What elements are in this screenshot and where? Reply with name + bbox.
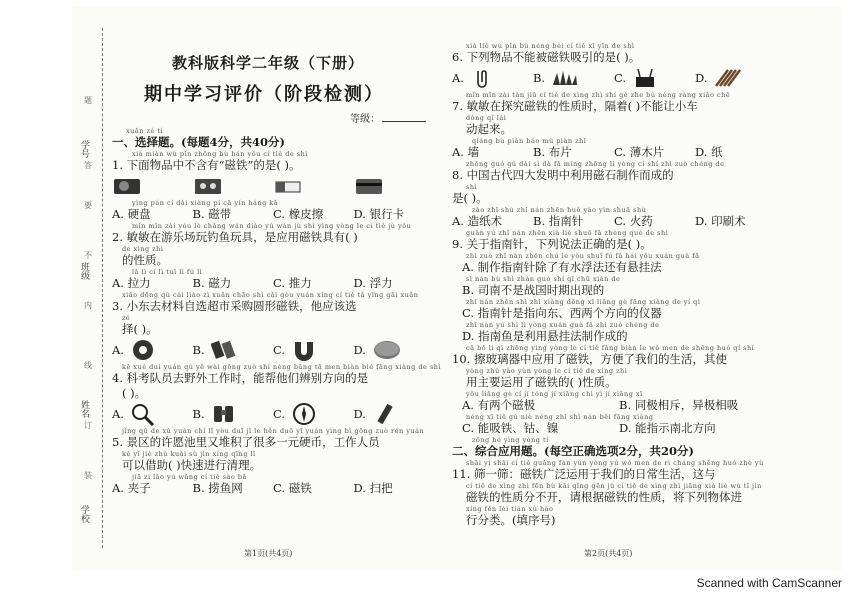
pinyin: xià liè wù pǐn bù néng bèi cí tiě xī yǐn de shì xyxy=(466,42,635,50)
option-c[interactable]: C. 指南针是指向东、西两个方向的仪器 xyxy=(462,306,662,320)
scanner-watermark: Scanned with CamScanner xyxy=(696,576,842,590)
q6-options xyxy=(452,65,776,91)
pinyin: xíng fēn lèi tián xù hào xyxy=(466,505,554,513)
disc-magnet-icon xyxy=(372,339,402,361)
pinyin: zhōng guó gǔ dài sì dà fā míng zhōng lì yòng cí shí zhì zuò chéng de xyxy=(466,160,725,168)
option-a[interactable]: A. 制作指南针除了有水浮法还有悬挂法 xyxy=(462,260,662,274)
question-3-cont: 择( )。 xyxy=(122,322,158,336)
pinyin: zhǐ nán zhēn shì zhǐ xiàng dōng xī liǎng gè fāng xiàng de yí qì xyxy=(466,298,701,306)
option-d[interactable]: D. 纸 xyxy=(695,145,723,159)
pinyin: mǐn mǐn zài yóu lè chǎng wán diào yú wán jù shì yìng yòng le cí tiě jù yǒu xyxy=(132,222,412,230)
pinyin: sī nán bù shì zhàn guó shí qī chū xiàn de xyxy=(466,275,621,283)
question-10: 10. 擦玻璃器中应用了磁铁，方便了我们的生活，其使 xyxy=(452,352,727,366)
question-4: 4. 科考队员去野外工作时，能帮他们辨别方向的是 xyxy=(112,371,369,385)
binding-label-student-id: 学号 xyxy=(79,140,89,158)
option-a[interactable]: A. 拉力 xyxy=(112,276,151,290)
pinyin: zōng hé yìng yòng tí xyxy=(472,436,549,444)
option-c[interactable]: C. 磁铁 xyxy=(273,481,312,495)
pinyin: zhì zuò zhǐ nán zhēn chú le yǒu shuǐ fú fǎ hái yǒu xuán guà fǎ xyxy=(466,252,700,260)
pinyin: qiáng bù piàn báo mù piàn zhǐ xyxy=(472,137,587,145)
option-d[interactable]: D. xyxy=(353,407,366,421)
wooden-sticks-icon xyxy=(713,67,741,89)
binder-clip-icon xyxy=(632,67,658,89)
option-c[interactable]: C. 能吸铁、钴、镍 xyxy=(462,421,559,435)
q4-options xyxy=(112,401,434,427)
option-b[interactable]: B. xyxy=(192,407,205,421)
option-c[interactable]: C. 橡皮擦 xyxy=(273,207,324,221)
pinyin: mǐn mǐn zài tàn jiū cí tiě de xìng zhì shí gé zhe bù néng ràng xiǎo chē xyxy=(466,91,731,99)
question-6: 6. 下列物品不能被磁铁吸引的是( )。 xyxy=(452,50,641,64)
option-a[interactable]: A. 造纸术 xyxy=(452,214,503,228)
pinyin: kē xué duì yuán qù yě wài gōng zuò shí néng bāng tā men biàn bié fāng xiàng de shì xyxy=(122,363,442,371)
option-a[interactable]: A. 硬盘 xyxy=(112,207,151,221)
q7-options xyxy=(452,145,776,160)
page-1 xyxy=(112,0,442,570)
option-d[interactable]: D. 能指示南北方向 xyxy=(619,421,716,435)
q5-options xyxy=(112,481,434,496)
paperclip-icon xyxy=(470,67,494,89)
pinyin: cā bō li qì zhōng yìng yòng le cí tiě fāng biàn le wǒ men de shēng huó qí shí xyxy=(466,344,755,352)
exam-subtitle: 期中学习评价（阶段检测） xyxy=(144,84,384,105)
binding-label-name: 姓名 xyxy=(79,400,89,418)
option-a[interactable]: A. xyxy=(112,407,124,421)
q3-options xyxy=(112,337,434,363)
option-a[interactable]: A. 有两个磁极 xyxy=(462,398,536,412)
option-b[interactable]: B. 指南针 xyxy=(533,214,584,228)
section-heading: 二、综合应用题。(每空正确选项2分，共20分) xyxy=(452,444,694,458)
option-b[interactable]: B. 磁力 xyxy=(192,276,232,290)
binding-label-class: 班级 xyxy=(79,262,89,280)
option-d[interactable]: D. 指南鱼是利用悬挂法制作成的 xyxy=(462,329,628,343)
pinyin: yǒu liǎng gè cí jí tóng jí xiāng chì yì jí xiāng xī xyxy=(466,390,643,398)
option-b[interactable]: B. 磁带 xyxy=(192,207,232,221)
question-4-cont: ( )。 xyxy=(122,386,147,400)
question-11: 11. 筛一筛：磁铁广泛运用于我们的日常生活，这与 xyxy=(452,467,716,481)
binding-mark: 内 xyxy=(84,301,92,310)
option-c[interactable]: C. 火药 xyxy=(614,214,653,228)
option-c[interactable]: C. xyxy=(273,343,286,357)
question-5-cont: 可以借助( )快速进行清理。 xyxy=(122,458,262,472)
option-d[interactable]: D. xyxy=(695,71,708,85)
question-7: 7. 敏敏在探究磁铁的性质时，隔着( )不能让小车 xyxy=(452,99,698,113)
cassette-tape-icon xyxy=(193,176,223,196)
question-2-cont: 的性质。 xyxy=(122,253,168,267)
question-11-cont: 磁铁的性质分不开，请根据磁铁的性质，将下列物体进 xyxy=(466,490,742,504)
option-d[interactable]: D. 印刷术 xyxy=(695,214,746,228)
page-footer: 第2页(共4页) xyxy=(584,549,633,558)
option-b[interactable]: B. 布片 xyxy=(533,145,572,159)
pinyin: guān yú zhǐ nán zhēn xià liè shuō fǎ zhèng què de shì xyxy=(466,229,669,237)
page-2 xyxy=(452,0,776,570)
flashlight-icon xyxy=(372,402,398,426)
question-7-cont: 动起来。 xyxy=(466,122,512,136)
binding-mark: 不 xyxy=(84,251,92,260)
binding-mark: 答 xyxy=(84,161,92,170)
q8-options xyxy=(452,214,776,229)
binding-mark: 要 xyxy=(84,201,92,210)
q10-options-cd xyxy=(452,421,776,436)
binding-mark: 订 xyxy=(84,421,92,430)
pinyin: dòng qǐ lái xyxy=(466,114,507,122)
pinyin: xià miàn wù pǐn zhōng bù hán yǒu cí tiě de shì xyxy=(132,150,308,158)
pinyin: de xìng zhì xyxy=(122,245,164,253)
question-3: 3. 小东去材料自选超市采购圆形磁铁，他应该选 xyxy=(112,299,357,313)
pinyin: zé xyxy=(122,314,131,322)
option-c[interactable]: C. xyxy=(614,71,627,85)
pinyin: shì xyxy=(466,183,478,191)
option-c[interactable]: C. 薄木片 xyxy=(614,145,665,159)
option-a[interactable]: A. xyxy=(112,343,124,357)
question-10-cont: 用主要运用了磁铁的( )性质。 xyxy=(466,375,617,389)
compass-icon xyxy=(291,402,317,426)
magnifier-icon xyxy=(130,402,156,426)
pinyin: zào zhǐ shù zhǐ nán zhēn huǒ yào yìn shuā shù xyxy=(472,206,647,214)
question-2: 2. 敏敏在游乐场玩钓鱼玩具，是应用磁铁具有( ) xyxy=(112,230,358,244)
question-8-cont: 是( )。 xyxy=(452,191,488,205)
option-d[interactable]: D. 浮力 xyxy=(353,276,393,290)
option-d[interactable]: D. xyxy=(353,343,366,357)
binding-label-school: 学校 xyxy=(79,505,89,523)
question-11-cont2: 行分类。(填序号) xyxy=(466,513,556,527)
option-c[interactable]: C. xyxy=(273,407,286,421)
section-1 xyxy=(112,127,442,496)
pinyin: jǐng qū de xǔ yuàn chí lǐ yòu duī jī le hěn duō yī yuán yìng bì gōng zuò rén yuán xyxy=(122,427,425,435)
option-d[interactable]: D. 银行卡 xyxy=(353,207,405,221)
option-d[interactable]: D. 扫把 xyxy=(353,481,393,495)
binding-mark: 线 xyxy=(84,361,92,370)
section-heading: 一、选择题。(每题4分，共40分) xyxy=(112,135,285,149)
pinyin: jiā zi lāo yú wǎng cí tiě sào bǎ xyxy=(132,473,247,481)
eraser-icon xyxy=(273,176,303,196)
pinyin: néng xī tiě gǔ niè néng zhǐ shì nán běi fāng xiàng xyxy=(466,413,654,421)
iron-filings-icon xyxy=(551,67,579,89)
grade-blank[interactable] xyxy=(382,121,426,122)
binding-mark: 题 xyxy=(84,96,92,105)
pinyin: shāi yi shāi cí tiě guǎng fàn yùn yòng yú wǒ men de rì cháng shēng huó zhè yù xyxy=(466,459,764,467)
bar-magnet-icon xyxy=(211,339,237,361)
ring-magnet-icon xyxy=(130,339,156,361)
binoculars-icon xyxy=(211,402,237,426)
pinyin: lā lì cí lì tuī lì fú lì xyxy=(132,268,203,276)
option-a[interactable]: A. 夹子 xyxy=(112,481,151,495)
q1-options xyxy=(112,207,434,222)
question-9: 9. 关于指南针，下列说法正确的是( )。 xyxy=(452,237,652,251)
pinyin: cí tiě de xìng zhì fēn bù kāi qǐng gēn jù cí tiě de xìng zhì jiāng xià liè wù tǐ jìn xyxy=(466,482,762,490)
question-5: 5. 景区的许愿池里又堆积了很多一元硬币，工作人员 xyxy=(112,435,380,449)
grade-field[interactable] xyxy=(350,110,426,125)
option-b[interactable]: B. 捞鱼网 xyxy=(192,481,243,495)
page-footer: 第1页(共4页) xyxy=(244,549,293,558)
pinyin: yòng zhǔ yào yùn yòng le cí tiě de xìng zhì xyxy=(466,367,628,375)
pinyin: xuǎn zé tí xyxy=(126,127,164,135)
pinyin: xiǎo dōng qù cái liào zì xuǎn chāo shì cǎi gòu yuán xíng cí tiě tā yīng gāi xuǎn xyxy=(122,291,419,299)
option-b[interactable]: B. 司南不是战国时期出现的 xyxy=(462,283,605,297)
option-b[interactable]: B. xyxy=(192,343,205,357)
pinyin: yìng pán cí dài xiàng pí cā yín háng kǎ xyxy=(132,199,279,207)
option-c[interactable]: C. 推力 xyxy=(273,276,312,290)
question-8: 8. 中国古代四大发明中利用磁石制作而成的 xyxy=(452,168,674,182)
pinyin: kě yǐ jiè zhù kuài sù jìn xíng qīng lǐ xyxy=(122,450,256,458)
grade-label: 等级： xyxy=(350,114,380,125)
option-a[interactable]: A. 墙 xyxy=(452,145,480,159)
q10-options-ab xyxy=(452,398,776,413)
pinyin: zhǐ nán yú shì lì yòng xuán guà fǎ zhì zuò chéng de xyxy=(466,321,660,329)
option-b[interactable]: B. 同极相斥，异极相吸 xyxy=(619,398,739,412)
binding-mark: 装 xyxy=(84,471,92,480)
hard-disk-icon xyxy=(112,176,142,196)
option-b[interactable]: B. xyxy=(533,71,546,85)
bank-card-icon xyxy=(354,176,384,196)
q1-images xyxy=(112,173,434,199)
question-1: 1. 下面物品中不含有“磁铁”的是( )。 xyxy=(112,158,301,172)
exam-title: 教科版科学二年级（下册） xyxy=(172,54,365,72)
u-shaped-magnet-icon xyxy=(291,339,317,361)
q2-options xyxy=(112,276,434,291)
option-a[interactable]: A. xyxy=(452,71,464,85)
